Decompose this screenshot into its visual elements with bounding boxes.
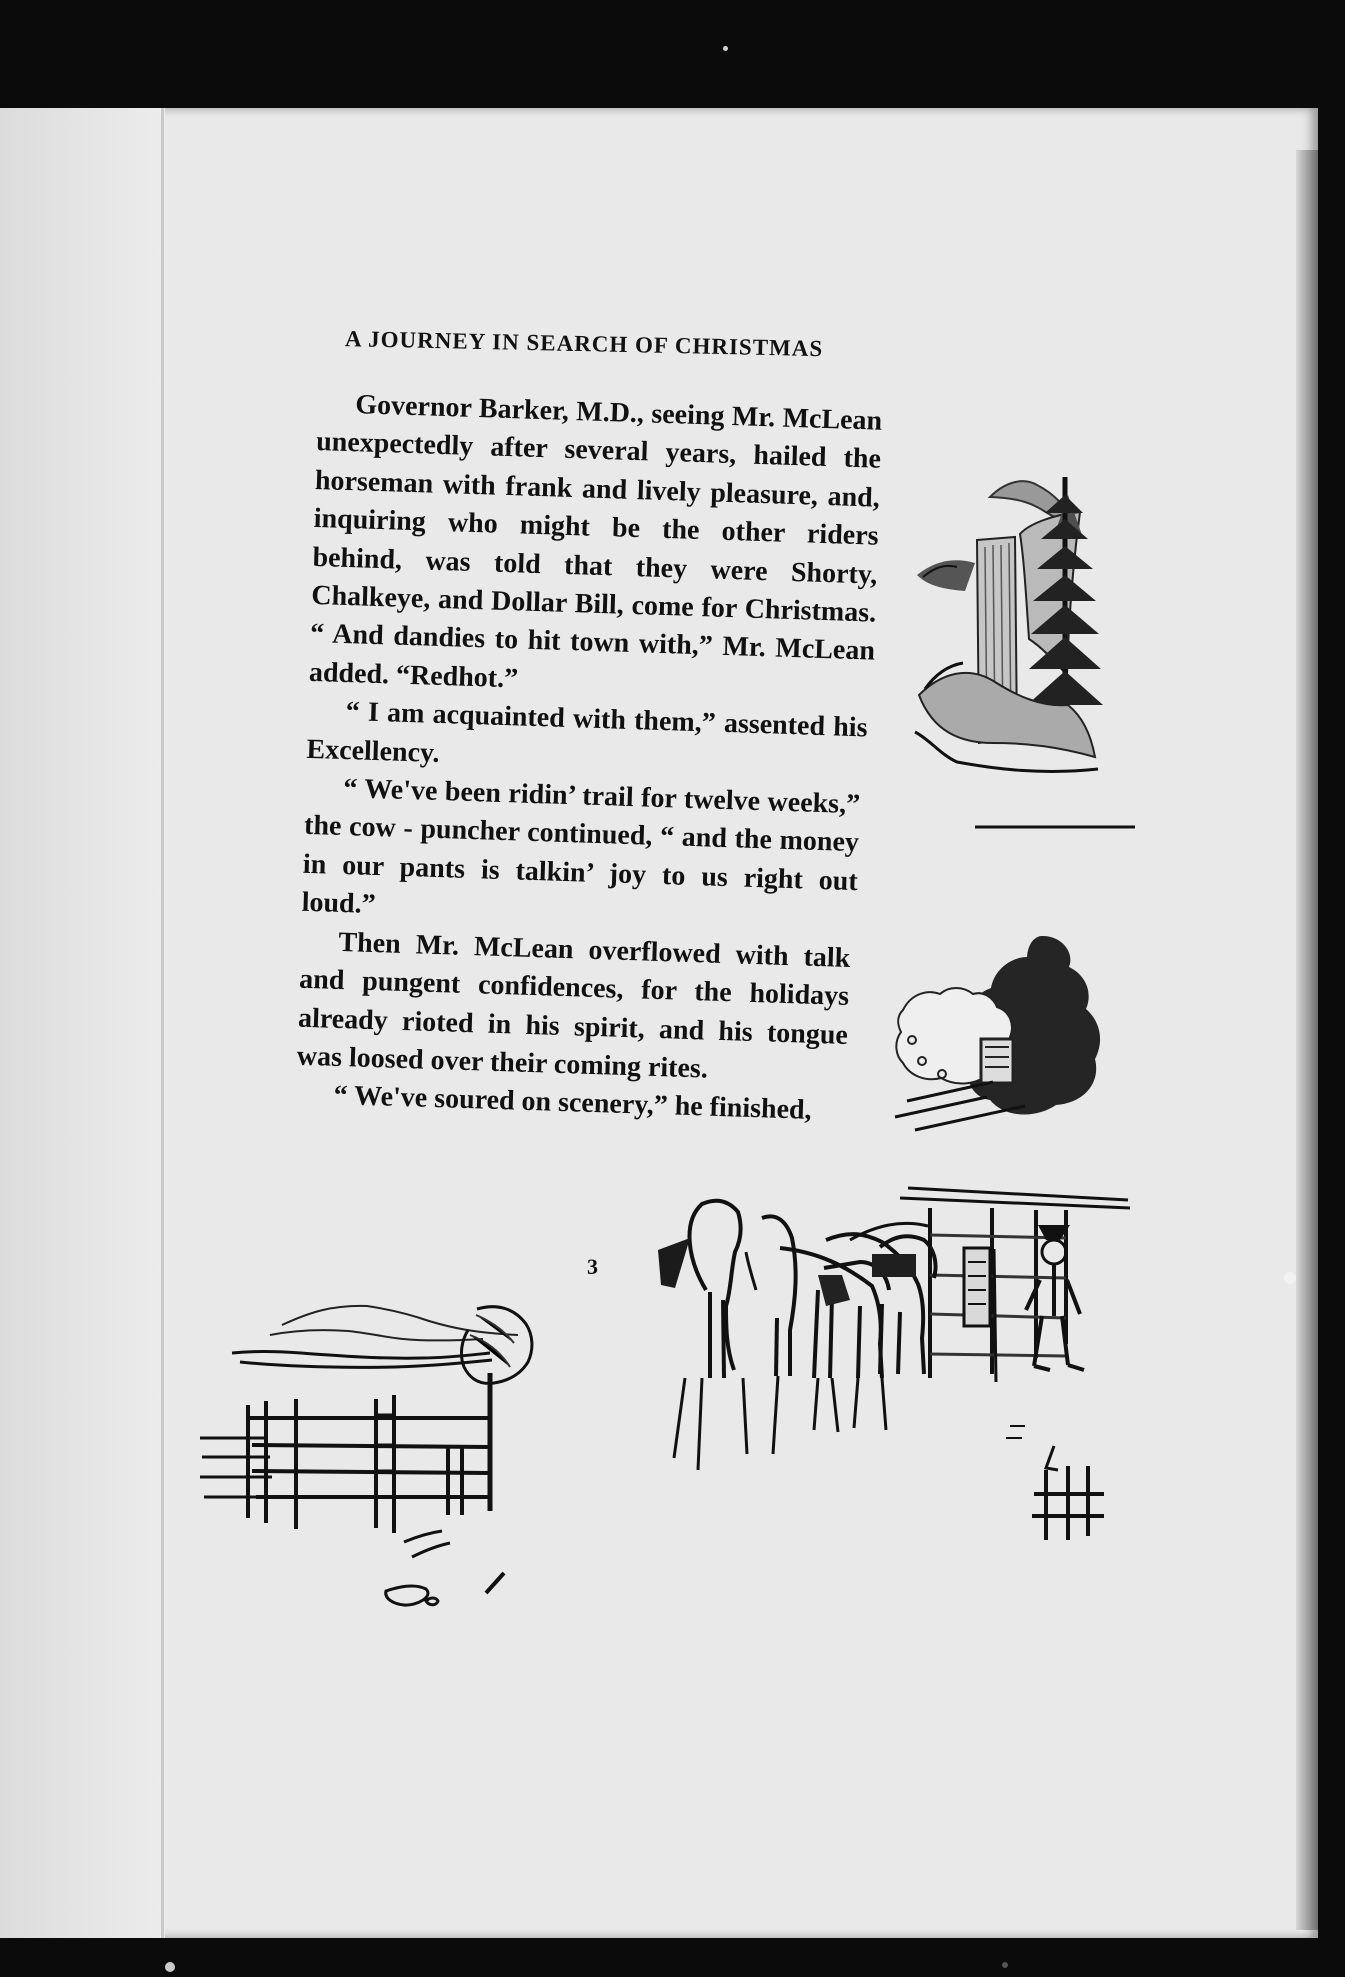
body-text bbox=[295, 385, 908, 1133]
page-speck bbox=[723, 46, 728, 51]
page-gutter bbox=[161, 108, 164, 1938]
cabin-illustration bbox=[893, 927, 1133, 1137]
left-page-shadow bbox=[0, 108, 165, 1938]
paragraph-4: Then Mr. McLean overflowed with talk and pungent confidences, for the holidays already rioted in his spirit, and his tongue was loosed over their coming rites. bbox=[296, 926, 851, 1085]
running-head: A JOURNEY IN SEARCH OF CHRISTMAS bbox=[344, 326, 824, 362]
paragraph-1: Governor Barker, M.D., seeing Mr. McLean unexpectedly after several years, hailed the horseman with frank and lively pleasure, and, inquiring who might be the other riders behind, was told that they were Shorty, Chalkeye, and Dollar Bill, come for Christmas. “ And dandies to hit town with,” Mr. McLean added. “Redhot.” bbox=[308, 389, 883, 695]
page-number: 3 bbox=[587, 1254, 598, 1279]
horses-illustration bbox=[630, 1180, 1150, 1540]
paragraph-5: “ We've soured on scenery,” he finished, bbox=[333, 1080, 813, 1127]
page-speck bbox=[165, 1962, 175, 1972]
page-speck bbox=[1002, 1962, 1008, 1968]
fence-illustration bbox=[200, 1283, 645, 1628]
page-edge-shadow bbox=[1296, 150, 1318, 1930]
paragraph-2: “ I am acquainted with them,” assented his Excellency. bbox=[306, 696, 868, 769]
paragraph-3: “ We've been ridin’ trail for twelve weeks,” the cow - puncher continued, “ and the money in our pants is talkin’ joy to us right out loud.” bbox=[301, 773, 861, 921]
page-speck bbox=[1284, 1272, 1296, 1284]
waterfall-illustration bbox=[905, 477, 1135, 837]
